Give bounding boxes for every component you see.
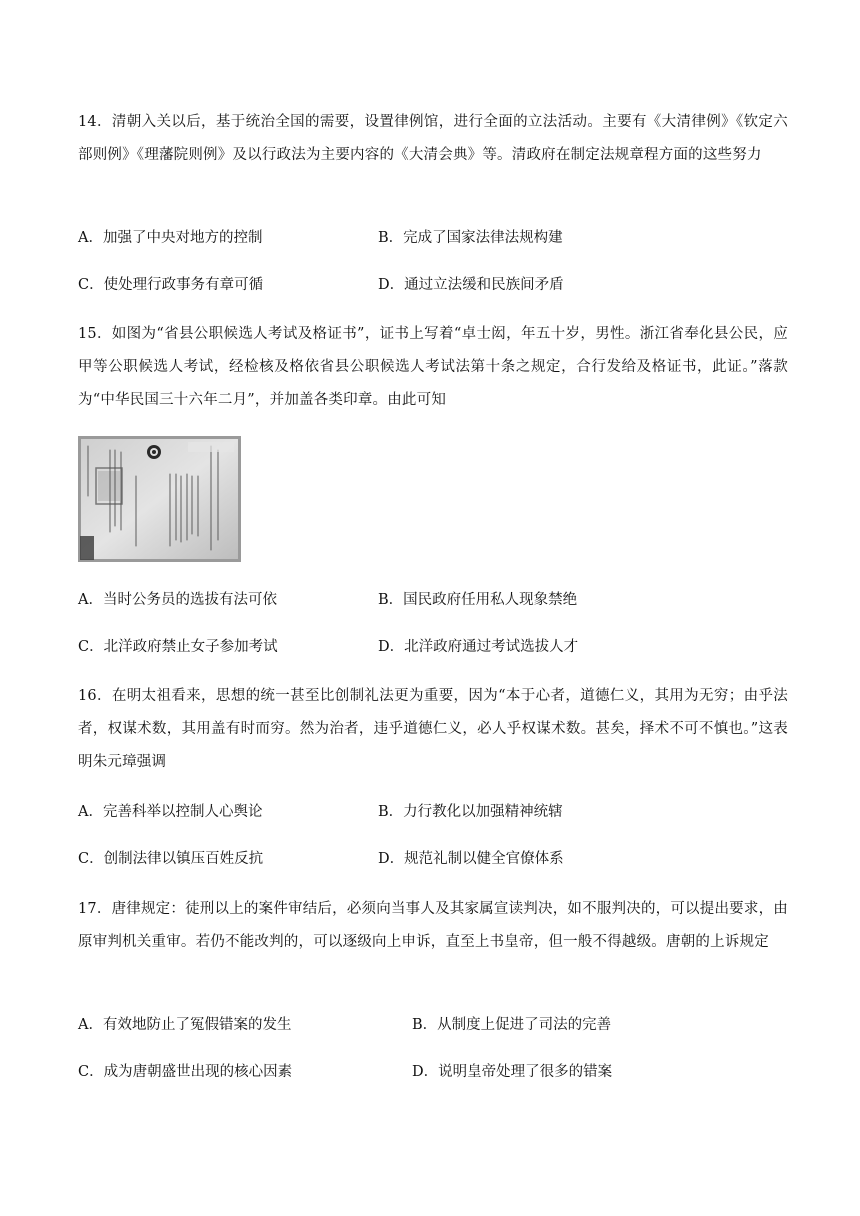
question-15-option-d[interactable]: D．北洋政府通过考试选拔人才 bbox=[378, 639, 579, 655]
question-14-text: 清朝入关以后，基于统治全国的需要，设置律例馆，进行全面的立法活动。主要有《大清律例》《钦定六部则例》《理藩院则例》及以行政法为主要内容的《大清会典》等。清政府在制定法规章程方面的这些努力 bbox=[78, 114, 788, 163]
question-14-option-c[interactable]: C．使处理行政事务有章可循 bbox=[78, 277, 264, 293]
question-16-option-d[interactable]: D．规范礼制以健全官僚体系 bbox=[378, 851, 564, 867]
question-14 bbox=[78, 106, 788, 172]
question-17-option-c[interactable]: C．成为唐朝盛世出现的核心因素 bbox=[78, 1064, 293, 1080]
question-15-text: 如图为“省县公职候选人考试及格证书”，证书上写着“卓士闳，年五十岁，男性。浙江省奉化县公民，应甲等公职候选人考试，经检核及格依省县公职候选人考试法第十条之规定，合行发给及格证书，此证。”落款为“中华民国三十六年二月”，并加盖各类印章。由此可知 bbox=[78, 326, 788, 408]
question-16 bbox=[78, 680, 788, 779]
question-17-option-b[interactable]: B．从制度上促进了司法的完善 bbox=[412, 1017, 612, 1033]
question-17-option-d[interactable]: D．说明皇帝处理了很多的错案 bbox=[412, 1064, 613, 1080]
question-15-number: 15． bbox=[78, 326, 112, 342]
question-16-option-c[interactable]: C．创制法律以镇压百姓反抗 bbox=[78, 851, 264, 867]
question-17-option-a[interactable]: A．有效地防止了冤假错案的发生 bbox=[78, 1017, 292, 1033]
question-16-number: 16． bbox=[78, 688, 112, 704]
question-16-option-b[interactable]: B．力行教化以加强精神统辖 bbox=[378, 804, 563, 820]
question-14-option-b[interactable]: B．完成了国家法律法规构建 bbox=[378, 230, 563, 246]
question-14-stem bbox=[78, 106, 788, 172]
question-15-stem bbox=[78, 318, 788, 417]
certificate-photo bbox=[78, 436, 241, 562]
question-14-option-a[interactable]: A．加强了中央对地方的控制 bbox=[78, 230, 263, 246]
question-16-text: 在明太祖看来，思想的统一甚至比创制礼法更为重要，因为“本于心者，道德仁义，其用为无穷；由乎法者，权谋术数，其用盖有时而穷。然为治者，违乎道德仁义，必人乎权谋术数。甚矣，择术不可不慎也。”这表明朱元璋强调 bbox=[78, 688, 788, 770]
question-16-option-a[interactable]: A．完善科举以控制人心舆论 bbox=[78, 804, 263, 820]
question-17 bbox=[78, 893, 788, 959]
question-15 bbox=[78, 318, 788, 417]
question-15-option-c[interactable]: C．北洋政府禁止女子参加考试 bbox=[78, 639, 278, 655]
question-17-text: 唐律规定：徒刑以上的案件审结后，必须向当事人及其家属宣读判决，如不服判决的，可以提出要求，由原审判机关重审。若仍不能改判的，可以逐级向上申诉，直至上书皇帝，但一般不得越级。唐朝的上诉规定 bbox=[78, 901, 788, 950]
question-14-number: 14． bbox=[78, 114, 112, 130]
question-16-stem bbox=[78, 680, 788, 779]
question-15-option-b[interactable]: B．国民政府任用私人现象禁绝 bbox=[378, 592, 578, 608]
question-17-number: 17． bbox=[78, 901, 112, 917]
question-15-option-a[interactable]: A．当时公务员的选拔有法可依 bbox=[78, 592, 277, 608]
question-17-stem bbox=[78, 893, 788, 959]
question-14-option-d[interactable]: D．通过立法缓和民族间矛盾 bbox=[378, 277, 564, 293]
